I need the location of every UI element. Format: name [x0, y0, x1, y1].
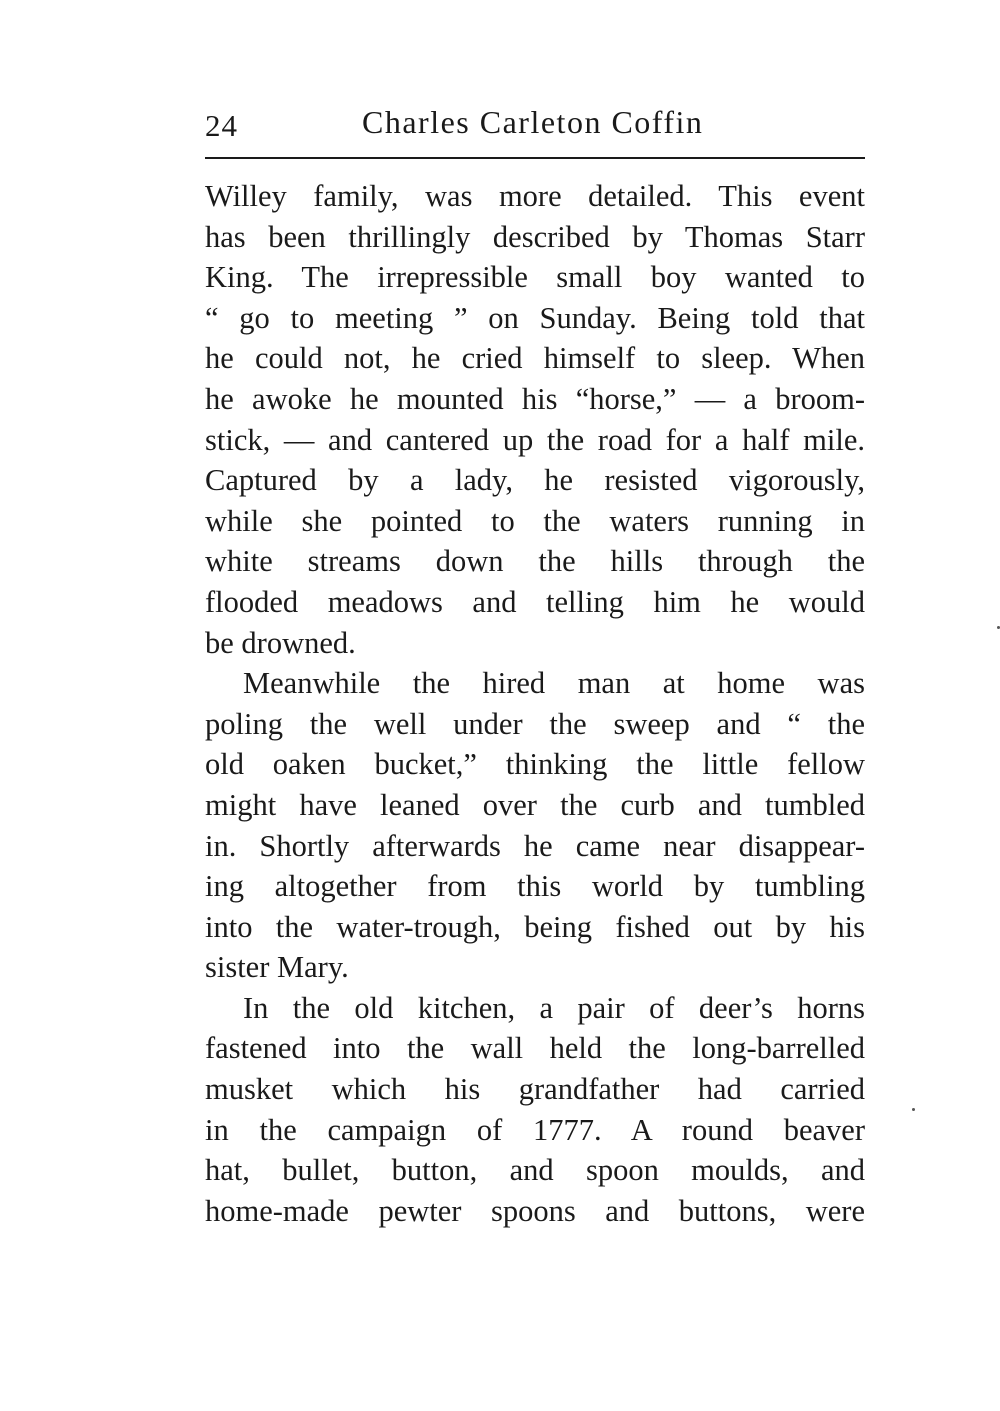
text-line: has been thrillingly described by Thomas Starr: [205, 219, 865, 254]
text-line: white streams down the hills through the: [205, 544, 865, 579]
text-line: poling the well under the sweep and “ the: [205, 706, 865, 741]
text-line: stick, — and cantered up the road for a half mile.: [205, 422, 865, 457]
text-line: while she pointed to the waters running in: [205, 503, 865, 538]
body-text: [205, 176, 865, 1231]
text-line: hat, bullet, button, and spoon moulds, and: [205, 1153, 865, 1188]
text-line: ing altogether from this world by tumbling: [205, 869, 865, 904]
text-line: musket which his grandfather had carried: [205, 1072, 865, 1107]
text-line: old oaken bucket,” thinking the little fellow: [205, 747, 865, 782]
text-line: in. Shortly afterwards he came near disappear-: [205, 828, 865, 863]
text-line: be drowned.: [205, 625, 356, 660]
text-line: flooded meadows and telling him he would: [205, 584, 865, 619]
text-line: home-made pewter spoons and buttons, were: [205, 1193, 865, 1228]
text-line: might have leaned over the curb and tumbled: [205, 787, 865, 822]
text-line: Captured by a lady, he resisted vigorously,: [205, 463, 865, 498]
text-line: In the old kitchen, a pair of deer’s horns: [243, 990, 865, 1025]
margin-speck: [912, 1108, 915, 1111]
text-line: he awoke he mounted his “horse,” — a broom-: [205, 381, 865, 416]
running-title: Charles Carleton Coffin: [362, 104, 704, 140]
paragraph: [205, 663, 865, 988]
paragraph: [205, 988, 865, 1232]
text-line: into the water-trough, being fished out by his: [205, 909, 865, 944]
text-line: sister Mary.: [205, 950, 349, 985]
page-number: 24: [205, 108, 238, 143]
text-line: “ go to meeting ” on Sunday. Being told that: [205, 300, 865, 335]
text-line: Willey family, was more detailed. This event: [205, 179, 865, 213]
text-line: Meanwhile the hired man at home was: [243, 666, 865, 701]
text-line: in the campaign of 1777. A round beaver: [205, 1112, 865, 1147]
text-line: he could not, he cried himself to sleep. When: [205, 341, 865, 376]
paragraph: [205, 176, 865, 663]
text-line: fastened into the wall held the long-barrelled: [205, 1031, 865, 1066]
text-line: King. The irrepressible small boy wanted to: [205, 260, 865, 295]
running-head: [205, 104, 865, 152]
header-rule: [205, 157, 865, 159]
